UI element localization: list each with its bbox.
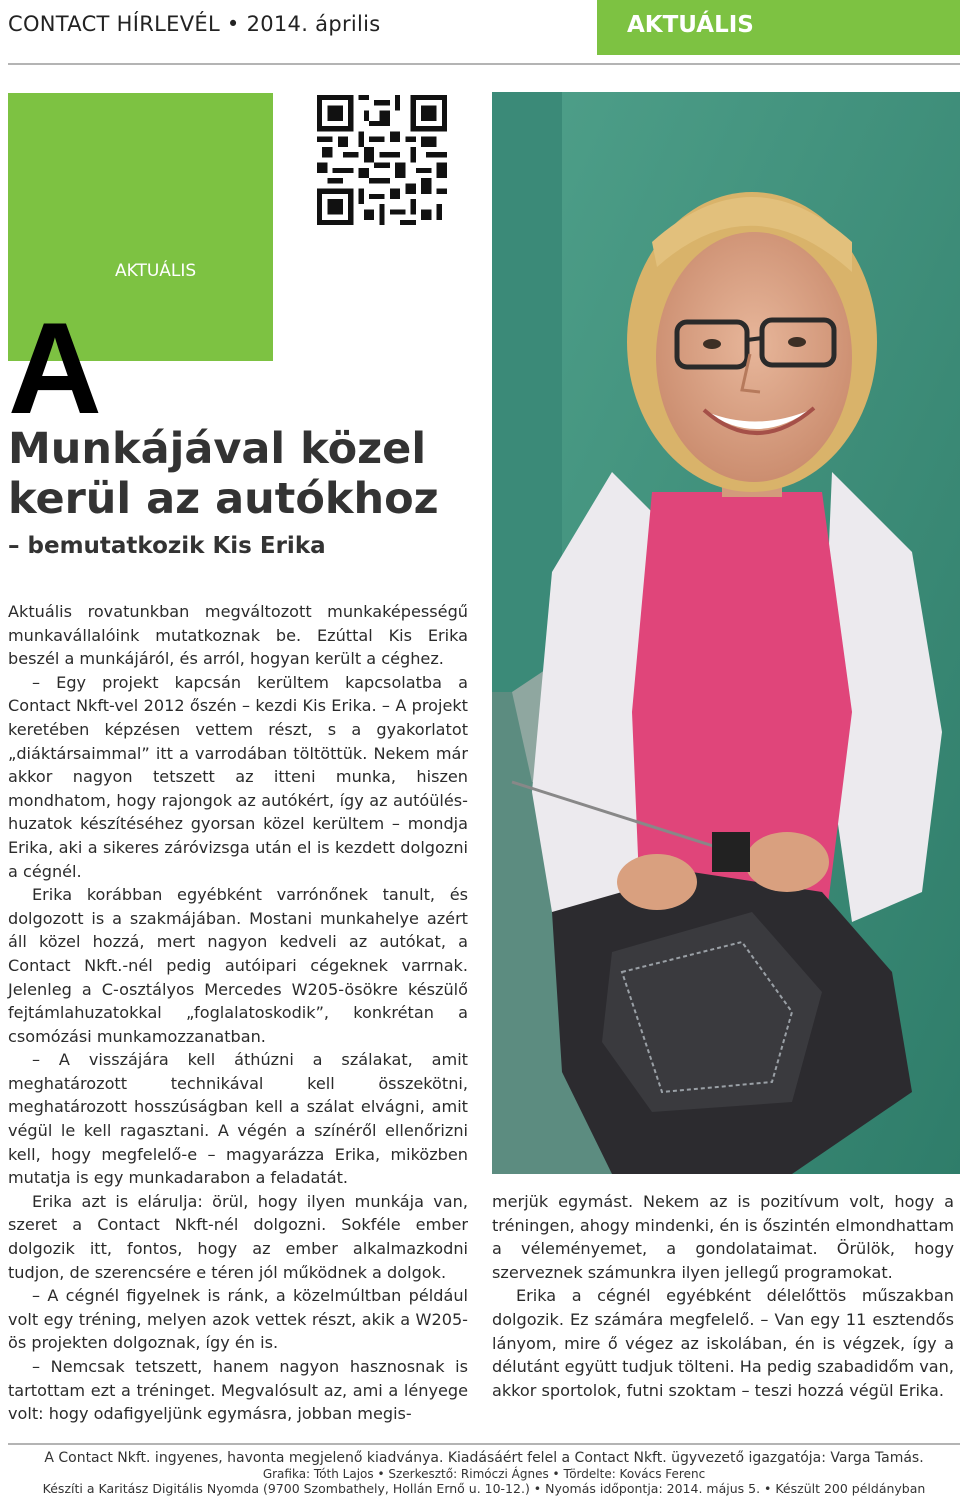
- article-paragraph: – A visszájára kell áthúzni a szálakat, amit meghatározott technikával kell összekötni, meghatározott hosszúságban kell a szálat elvágni, amit végül le kell ragasztani. A végén a színéről ellenőrizni kell, hogy megfelelő-e – magyarázza Erika, miközben mutatja is egy munkadarabon a feladatát.: [8, 1050, 468, 1188]
- portrait-photo: [492, 92, 960, 1174]
- article-title-line-2: kerül az autókhoz: [8, 474, 439, 524]
- footer-credits: Grafika: Tóth Lajos • Szerkesztő: Rimóczi Ágnes • Tördelte: Kovács Ferenc: [262, 1467, 706, 1481]
- section-badge: [8, 93, 273, 441]
- footer-publisher: A Contact Nkft. ingyenes, havonta megjelenő kiadványa. Kiadásáért felel a Contact Nkft. ügyvezető igazgatója: Varga Tamás.: [44, 1450, 924, 1466]
- article-paragraph: – Nemcsak tetszett, hanem nagyon hasznosnak is tartottam ezt a tréninget. Megvalósult az, ami a lényege volt: hogy odafigyeljünk egymásra, jobban megis-: [8, 1357, 468, 1424]
- section-tab-label: AKTUÁLIS: [627, 12, 754, 38]
- header-divider: [8, 63, 960, 65]
- footer-printer: Készíti a Karitász Digitális Nyomda (9700 Szombathely, Hollán Ernő u. 10-12.) • Nyomás időpontja: 2014. május 5. • Készült 200 példányban: [42, 1481, 926, 1496]
- newsletter-header: CONTACT HÍRLEVÉL • 2014. április: [8, 12, 381, 36]
- section-badge-label: AKTUÁLIS: [115, 261, 197, 281]
- article-column-right: [492, 1190, 954, 1402]
- article-title: [8, 424, 478, 524]
- article-lead: Aktuális rovatunkban megváltozott munkaképességű munkavállalóink mutatkoznak be. Ezúttal Kis Erika beszél a munkájáról, és arról, hogyan került a céghez.: [8, 602, 468, 669]
- article-title-line-1: Munkájával közel: [8, 424, 427, 474]
- article-paragraph: Erika a cégnél egyébként délelőttös műszakban dolgozik. Ez számára megfelelő. – Van egy 11 esztendős lányom, mire ő végez az iskolában, én is végzek, így a délutánt együtt tudjuk tölteni. Ha pedig szabadidőm van, akkor sportolok, futni szoktam – teszi hozzá végül Erika.: [492, 1286, 954, 1400]
- article-paragraph: Erika azt is elárulja: örül, hogy ilyen munkája van, szeret a Contact Nkft-nél dolgozni. Sokféle ember dolgozik itt, fontos, hogy az ember alkalmazkodni tudjon, de szerencsére e téren jól működnek a dolgok.: [8, 1191, 468, 1282]
- article-paragraph: – A cégnél figyelnek is ránk, a közelmúltban például volt egy tréning, melyen azok vettek részt, akik a W205-ös projekten dolgoznak, így én is.: [8, 1286, 468, 1353]
- article-column-left: [8, 600, 468, 1426]
- qr-code-icon: [317, 95, 447, 225]
- section-badge-letter: A: [8, 295, 102, 441]
- article-paragraph: merjük egymást. Nekem az is pozitívum volt, hogy a tréningen, ahogy mindenki, én is őszintén elmondhattam a véleményemet, a gondolataimat. Örülök, hogy szerveznek számunkra ilyen jellegű programokat.: [492, 1192, 954, 1282]
- article-subtitle: – bemutatkozik Kis Erika: [8, 533, 326, 559]
- section-tab: [597, 0, 960, 55]
- footer-divider: [8, 1443, 960, 1445]
- article-paragraph: Erika korábban egyébként varrónőnek tanult, és dolgozott is a szakmájában. Mostani munkahelye azért áll közel hozzá, mert nagyon kedveli az autókat, a Contact Nkft.-nél pedig autóipari cégeknek varrnak. Jelenleg a C-osztályos Mercedes W205-ösökre készülő fejtámlahuzatokkal „foglalatoskodik”, konkrétan a csomózási munkamozzanatban.: [8, 885, 468, 1046]
- article-paragraph: – Egy projekt kapcsán kerültem kapcsolatba a Contact Nkft-vel 2012 őszén – kezdi Kis Erika. – A projekt keretében képzésen vettem részt, s a gyakorlatot „diáktársaimmal” itt a varrodában töltöttük. Nekem már akkor nagyon tetszett az itteni munka, hiszen mondhatom, hogy rajongok az autókért, így az autóülés-huzatok készítéséhez gyorsan közel kerültem – mondja Erika, aki a sikeres záróvizsga után el is kezdett dolgozni a cégnél.: [8, 672, 468, 881]
